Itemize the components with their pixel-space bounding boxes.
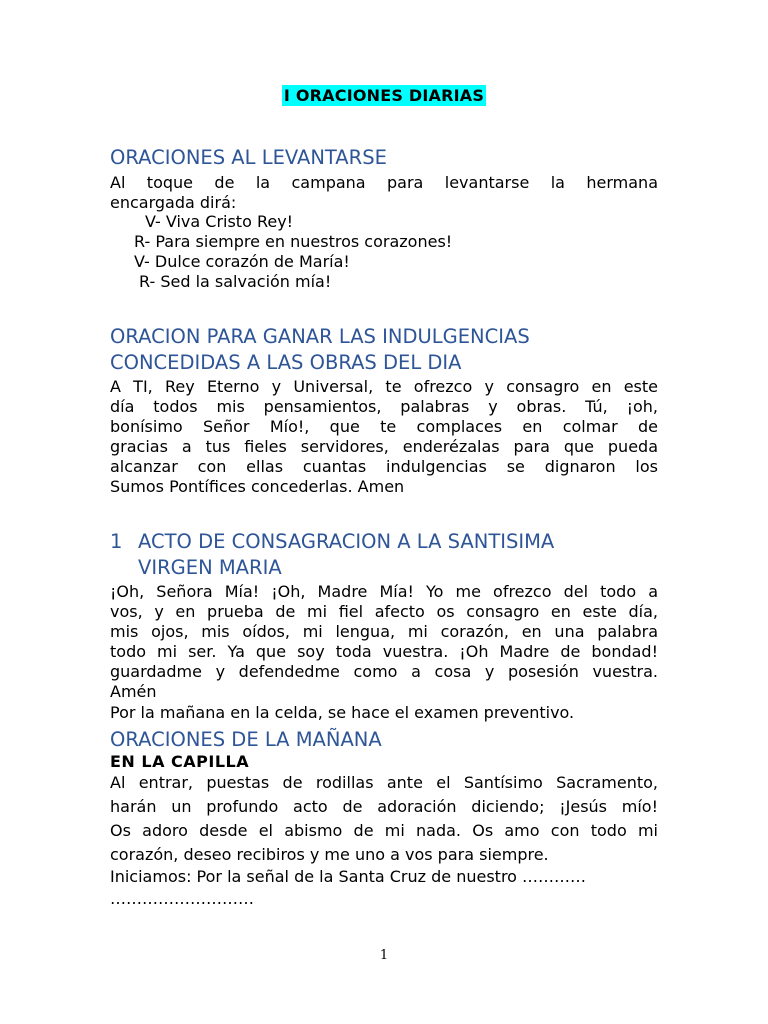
versicle-3: V- Dulce corazón de María!	[134, 252, 350, 271]
capilla-line-6: ………………………	[110, 889, 254, 908]
consagracion-line-2: vos, y en prueba de mi fiel afecto os consagro en este día,	[110, 602, 658, 621]
document-title: I ORACIONES DIARIAS	[283, 86, 485, 105]
section-heading-indulgencias-1: ORACION PARA GANAR LAS INDULGENCIAS	[110, 325, 530, 348]
consagracion-line-3: mis ojos, mis oídos, mi lengua, mi corazón, en una palabra	[110, 622, 658, 641]
consagracion-line-5: guardadme y defendedme como a cosa y posesión vuestra.	[110, 662, 658, 681]
section-heading-manana: ORACIONES DE LA MAÑANA	[110, 728, 382, 751]
capilla-line-2: harán un profundo acto de adoración diciendo; ¡Jesús mío!	[110, 797, 658, 816]
indulgencias-line-5: alcanzar con ellas cuantas indulgencias se dignaron los	[110, 457, 658, 476]
consagracion-line-6: Amén	[110, 682, 157, 701]
section-heading-indulgencias-2: CONCEDIDAS A LAS OBRAS DEL DIA	[110, 351, 462, 374]
examen-note: Por la mañana en la celda, se hace el examen preventivo.	[110, 703, 575, 722]
consagracion-line-1: ¡Oh, Señora Mía! ¡Oh, Madre Mía! Yo me ofrezco del todo a	[110, 582, 658, 601]
page-number: 1	[379, 948, 389, 963]
section-number: 1	[110, 530, 123, 553]
indulgencias-line-2: día todos mis pensamientos, palabras y obras. Tú, ¡oh,	[110, 397, 658, 416]
indulgencias-line-1: A TI, Rey Eterno y Universal, te ofrezco y consagro en este	[110, 377, 658, 396]
intro-line-2: encargada dirá:	[110, 193, 237, 212]
indulgencias-line-6: Sumos Pontífices concederlas. Amen	[110, 477, 405, 496]
subheading-capilla: EN LA CAPILLA	[110, 752, 250, 771]
consagracion-line-4: todo mi ser. Ya que soy toda vuestra. ¡Oh Madre de bondad!	[110, 642, 658, 661]
capilla-line-5: Iniciamos: Por la señal de la Santa Cruz de nuestro …………	[110, 867, 587, 886]
indulgencias-line-3: bonísimo Señor Mío!, que te complaces en colmar de	[110, 417, 658, 436]
indulgencias-line-4: gracias a tus fieles servidores, enderézalas para que pueda	[110, 437, 658, 456]
versicle-4: R- Sed la salvación mía!	[139, 272, 332, 291]
versicle-1: V- Viva Cristo Rey!	[145, 212, 294, 231]
capilla-line-4: corazón, deseo recibiros y me uno a vos para siempre.	[110, 845, 549, 864]
section-heading-levantarse: ORACIONES AL LEVANTARSE	[110, 146, 387, 169]
section-heading-consagracion-2: VIRGEN MARIA	[138, 556, 282, 579]
capilla-line-3: Os adoro desde el abismo de mi nada. Os amo con todo mi	[110, 821, 658, 840]
versicle-2: R- Para siempre en nuestros corazones!	[134, 232, 453, 251]
capilla-line-1: Al entrar, puestas de rodillas ante el Santísimo Sacramento,	[110, 773, 658, 792]
section-heading-consagracion-1: ACTO DE CONSAGRACION A LA SANTISIMA	[138, 530, 555, 553]
intro-line-1: Al toque de la campana para levantarse la hermana	[110, 173, 658, 192]
